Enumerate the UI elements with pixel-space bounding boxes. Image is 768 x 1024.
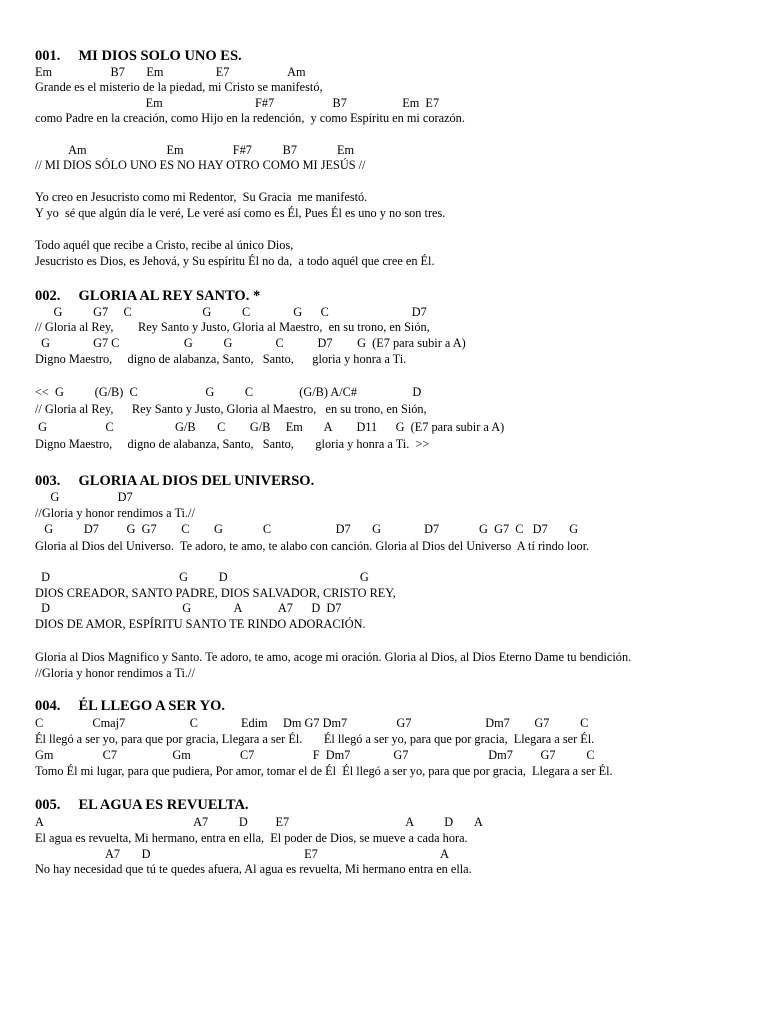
song-line: C Cmaj7 C Edim Dm G7 Dm7 G7 Dm7 G7 C: [35, 716, 589, 730]
song-line: No hay necesidad que tú te quedes afuera, Al agua es revuelta, Mi hermano entra en ella.: [35, 862, 472, 876]
song-line: Gm C7 Gm C7 F Dm7 G7 Dm7 G7 C: [35, 748, 595, 762]
song-line: El agua es revuelta, Mi hermano, entra en ella, El poder de Dios, se mueve a cada hora.: [35, 831, 468, 845]
song-line: Digno Maestro, digno de alabanza, Santo, Santo, gloria y honra a Ti. >>: [35, 437, 430, 451]
song-line: Jesucristo es Dios, es Jehová, y Su espíritu Él no da, a todo aquél que cree en Él.: [35, 254, 435, 268]
song-line: G G7 C G G C D7 G (E7 para subir a A): [35, 336, 466, 350]
song-title: 005. EL AGUA ES REVUELTA.: [35, 797, 249, 813]
song-title: 001. MI DIOS SOLO UNO ES.: [35, 48, 242, 64]
song-line: // MI DIOS SÓLO UNO ES NO HAY OTRO COMO MI JESÚS //: [35, 158, 366, 172]
song-line: Em F#7 B7 Em E7: [35, 96, 440, 110]
song-line: //Gloria y honor rendimos a Ti.//: [35, 506, 195, 520]
song-line: G D7 G G7 C G C D7 G D7 G G7 C D7 G: [35, 522, 579, 536]
song-line: Digno Maestro, digno de alabanza, Santo, Santo, gloria y honra a Ti.: [35, 352, 407, 366]
song-line: G D7: [35, 490, 133, 504]
song-line: Y yo sé que algún día le veré, Le veré así como es Él, Pues Él es uno y no son tres.: [35, 206, 446, 220]
song-line: D G D G: [35, 570, 369, 584]
song-line: Él llegó a ser yo, para que por gracia, Llegara a ser Él. Él llegó a ser yo, para que por gracia, Llegara a ser Él.: [35, 732, 595, 746]
song-line: G G7 C G C G C D7: [35, 305, 427, 319]
song-line: Yo creo en Jesucristo como mi Redentor, Su Gracia me manifestó.: [35, 190, 368, 204]
song-line: A7 D E7 A: [35, 847, 449, 861]
song-line: D G A A7 D D7: [35, 601, 342, 615]
song-title: 004. ÉL LLEGO A SER YO.: [35, 698, 226, 714]
song-line: Gloria al Dios Magnifico y Santo. Te adoro, te amo, acoge mi oración. Gloria al Dios, al Dios Eterno Dame tu bendición.: [35, 650, 632, 664]
song-line: Gloria al Dios del Universo. Te adoro, te amo, te alabo con canción. Gloria al Dios del Universo A tí rindo loor.: [35, 539, 590, 553]
song-line: Todo aquél que recibe a Cristo, recibe al único Dios,: [35, 238, 294, 252]
song-line: // Gloria al Rey, Rey Santo y Justo, Gloria al Maestro, en su trono, en Sión,: [35, 320, 430, 334]
song-line: Tomo Él mi lugar, para que pudiera, Por amor, tomar el de Él Él llegó a ser yo, para que por gracia, Llegara a ser Él.: [35, 764, 613, 778]
song-line: G C G/B C G/B Em A D11 G (E7 para subir a A): [35, 420, 505, 434]
song-line: //Gloria y honor rendimos a Ti.//: [35, 666, 195, 680]
song-title: 003. GLORIA AL DIOS DEL UNIVERSO.: [35, 473, 315, 489]
song-line: // Gloria al Rey, Rey Santo y Justo, Gloria al Maestro, en su trono, en Sión,: [35, 402, 427, 416]
song-line: como Padre en la creación, como Hijo en la redención, y como Espíritu en mi corazón.: [35, 111, 465, 125]
song-line: Am Em F#7 B7 Em: [35, 143, 355, 157]
song-line: Em B7 Em E7 Am: [35, 65, 306, 79]
song-line: DIOS CREADOR, SANTO PADRE, DIOS SALVADOR, CRISTO REY,: [35, 586, 396, 600]
song-line: Grande es el misterio de la piedad, mi Cristo se manifestó,: [35, 80, 323, 94]
song-title: 002. GLORIA AL REY SANTO. *: [35, 288, 261, 304]
song-line: << G (G/B) C G C (G/B) A/C# D: [35, 385, 422, 399]
song-line: DIOS DE AMOR, ESPÍRITU SANTO TE RINDO ADORACIÓN.: [35, 617, 366, 631]
song-line: A A7 D E7 A D A: [35, 815, 483, 829]
